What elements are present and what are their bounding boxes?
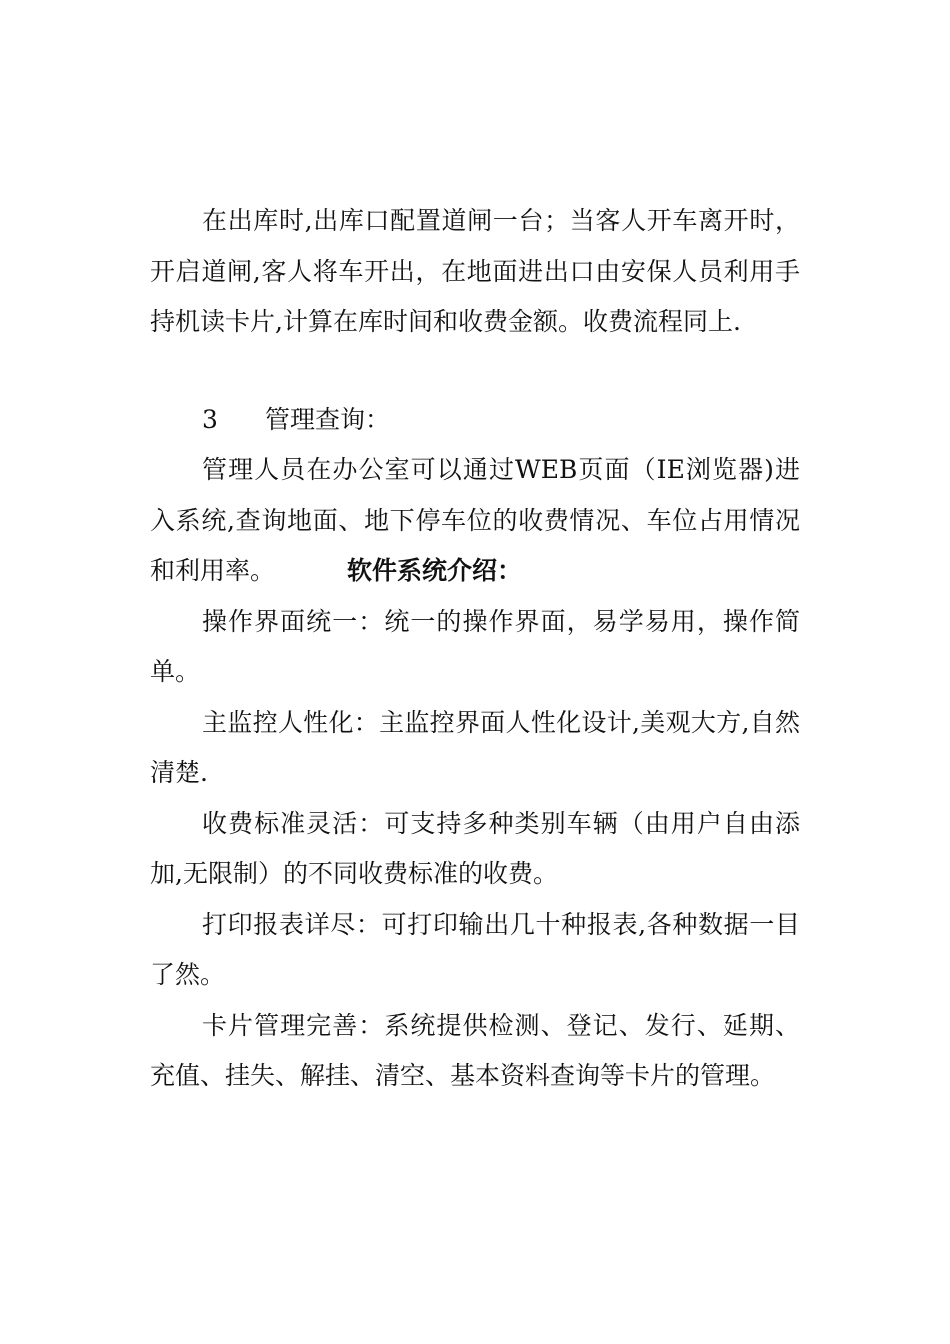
section-title: 管理查询： xyxy=(265,404,391,434)
paragraph-query xyxy=(150,445,800,597)
paragraph-fee: 收费标准灵活：可支持多种类别车辆（由用户自由添加,无限制）的不同收费标准的收费。 xyxy=(150,808,800,888)
paragraph-report: 打印报表详尽：可打印输出几十种报表,各种数据一目了然。 xyxy=(150,909,800,989)
paragraph-card: 卡片管理完善：系统提供检测、登记、发行、延期、充值、挂失、解挂、清空、基本资料查询等卡片的管理。 xyxy=(150,1010,800,1090)
software-heading: 软件系统介绍： xyxy=(347,556,523,585)
section-number: 3 xyxy=(202,404,218,434)
section-heading xyxy=(150,395,800,446)
query-text: 管理人员在办公室可以通过WEB页面（IE浏览器)进入系统,查询地面、地下停车位的收费情况、车位占用情况和利用率。 xyxy=(150,455,800,585)
paragraph-exit: 在出库时,出库口配置道闸一台；当客人开车离开时，开启道闸,客人将车开出，在地面进出口由安保人员利用手持机读卡片,计算在库时间和收费金额。收费流程同上. xyxy=(150,206,800,336)
section-gap xyxy=(150,348,800,395)
paragraph-monitor: 主监控人性化：主监控界面人性化设计,美观大方,自然清楚. xyxy=(150,707,800,787)
document-page xyxy=(150,196,800,1102)
paragraph-ui: 操作界面统一：统一的操作界面，易学易用，操作简单。 xyxy=(150,606,800,686)
